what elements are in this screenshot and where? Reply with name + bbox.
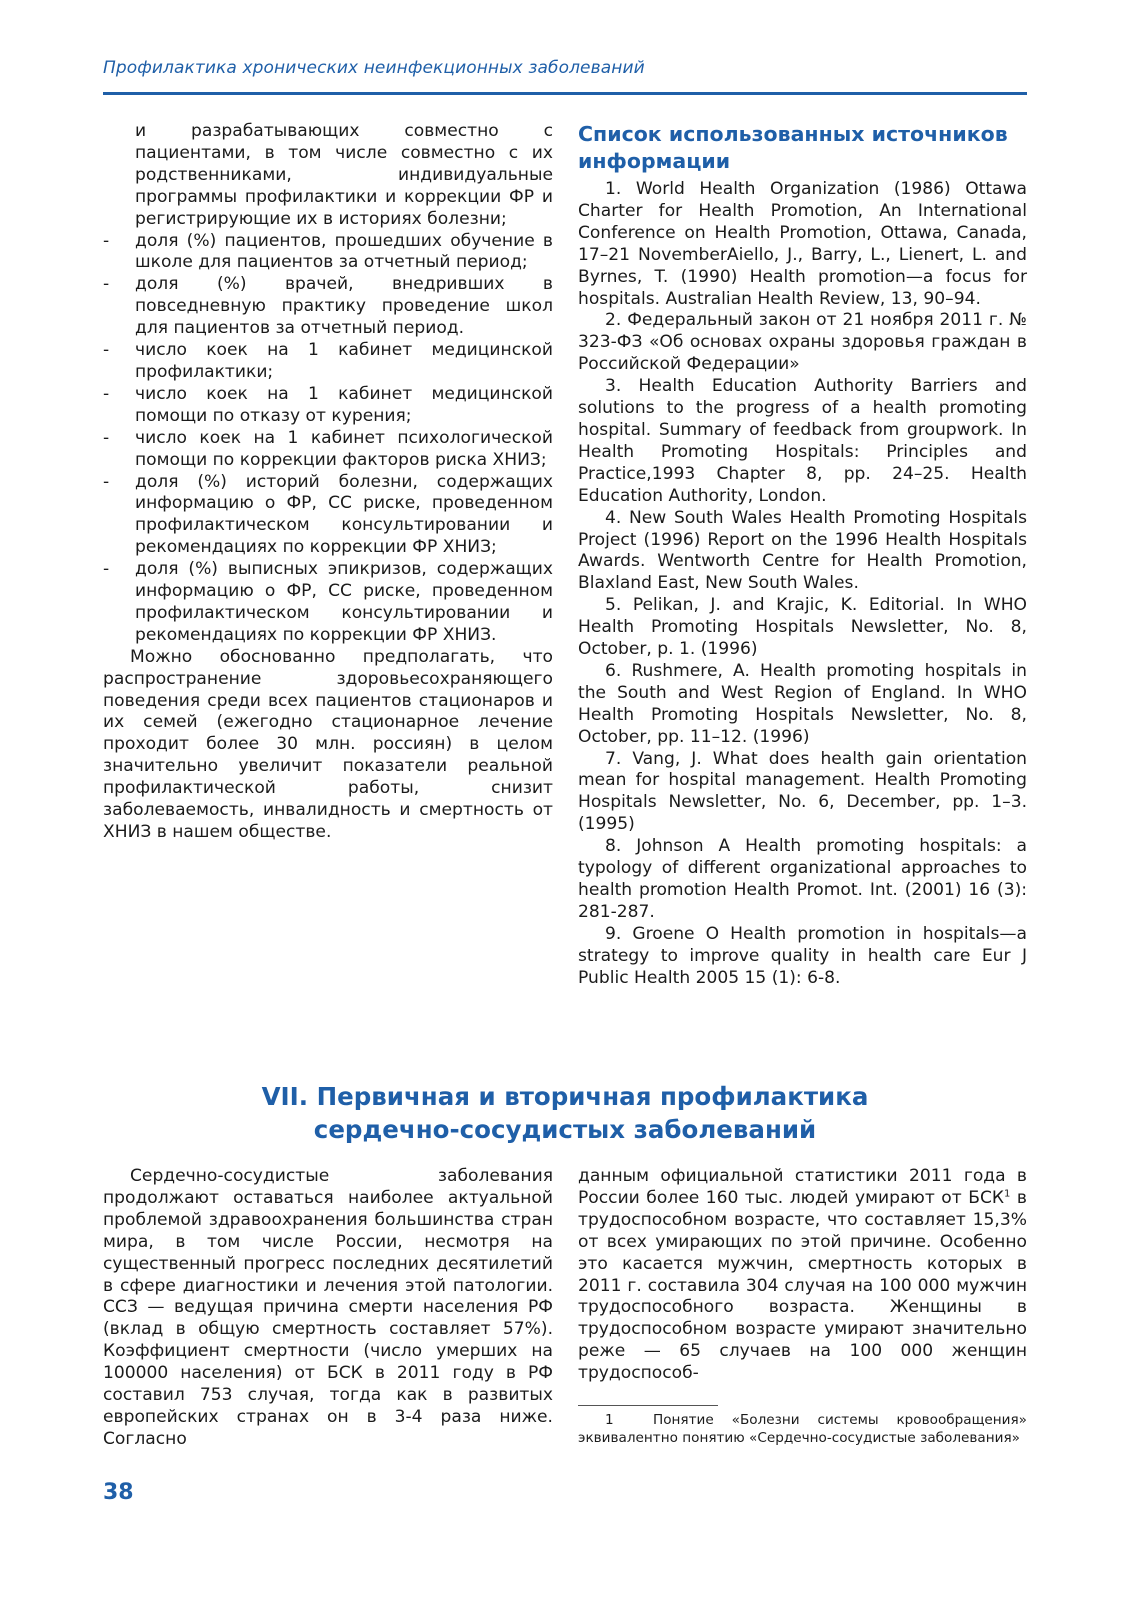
indicator-list — [103, 231, 553, 647]
list-item: - число коек на 1 кабинет медицинской помощи по отказу от курения; — [103, 384, 553, 428]
reference-item: 4. New South Wales Health Promoting Hospitals Project (1996) Report on the 1996 Health Hospitals Awards. Wentworth Centre for Health Promotion, Blaxland East, New South Wales. — [578, 507, 1027, 594]
conclusion-paragraph: Можно обоснованно предполагать, что распространение здоровьесохраняющего поведения среди всех пациентов стационаров и их семей (ежегодно стационарное лечение проходит более 30 млн. россиян) в целом значительно увеличит показатели реальной профилактической работы, снизит заболеваемость, инвалидность и смертность от ХНИЗ в нашем обществе. — [103, 646, 553, 842]
footnote-text: Понятие «Болезни системы кровообращения» эквивалентно понятию «Сердечно-сосудистые заболевания» — [578, 1412, 1027, 1446]
reference-item: 2. Федеральный закон от 21 ноября 2011 г. № 323-ФЗ «Об основах охраны здоровья граждан в Российской Федерации» — [578, 310, 1027, 375]
section-title-line2: сердечно-сосудистых заболеваний — [313, 1115, 817, 1144]
reference-item: 3. Health Education Authority Barriers and solutions to the progress of a health promoting hospital. Summary of feedback from groupwork. In Health Promoting Hospitals: Principles and Practice,1993 Chapter 8, pp. 24–25. Health Education Authority, London. — [578, 376, 1027, 506]
footnote-number: 1 — [605, 1412, 614, 1429]
section-paragraph-left: Сердечно-сосудистые заболевания продолжают оставаться наиболее актуальной проблемой здравоохранения большинства стран мира, в том числе России, несмотря на существенный прогресс последних десятилетий в сфере диагностики и лечения этой патологии. ССЗ — ведущая причина смерти населения РФ (вклад в общую смертность составляет 57%). Коэффициент смертности (число умерших на 100000 населения) от БСК в 2011 году в РФ составил 753 случая, тогда как в развитых европейских странах он в 3-4 раза ниже. Согласно — [103, 1166, 553, 1449]
reference-item: 1. World Health Organization (1986) Ottawa Charter for Health Promotion, An International Conference on Health Promotion, Ottawa, Canada, 17–21 NovemberAiello, J., Barry, L., Lienert, L. and Byrnes, T. (1990) Health promotion—a focus for hospitals. Australian Health Review, 13, 90–94. — [578, 179, 1027, 309]
list-item: - доля (%) выписных эпикризов, содержащих информацию о ФР, СС риске, проведенном профилактическом консультировании и рекомендациях по коррекции ФР ХНИЗ. — [103, 559, 553, 647]
footnote — [578, 1412, 1027, 1447]
list-item: - число коек на 1 кабинет психологической помощи по коррекции факторов риска ХНИЗ; — [103, 428, 553, 472]
section-paragraph-right — [578, 1166, 1027, 1385]
page-number: 38 — [103, 1480, 134, 1505]
reference-item: 5. Pelikan, J. and Krajic, K. Editorial. In WHO Health Promoting Hospitals Newsletter, No. 8, October, p. 1. (1996) — [578, 595, 1027, 660]
references-title: Список использованных источников информации — [578, 122, 1008, 173]
reference-item: 8. Johnson A Health promoting hospitals: a typology of different organizational approaches to health promotion Health Promot. Int. (2001) 16 (3): 281-287. — [578, 836, 1027, 922]
left-column-bottom — [103, 1166, 553, 1451]
section-title — [103, 1080, 1027, 1146]
reference-item: 9. Groene O Health promotion in hospitals—a strategy to improve quality in health care Eur J Public Health 2005 15 (1): 6-8. — [578, 923, 1027, 988]
paragraph-text-part1: данным официальной статистики 2011 года в России более 160 тыс. людей умирают от БСК — [578, 1166, 1027, 1208]
footnote-divider — [578, 1405, 718, 1406]
list-continuation: и разрабатывающих совместно с пациентами, в том числе совместно с их родственниками, индивидуальные программы профилактики и коррекции ФР и регистрирующие их в историях болезни; — [135, 121, 553, 229]
left-column-top — [103, 121, 553, 844]
list-item: - доля (%) историй болезни, содержащих информацию о ФР, СС риске, проведенном профилактическом консультировании и рекомендациях по коррекции ФР ХНИЗ; — [103, 472, 553, 560]
reference-item: 6. Rushmere, A. Health promoting hospitals in the South and West Region of England. In WHO Health Promoting Hospitals Newsletter, No. 8, October, pp. 11–12. (1996) — [578, 660, 1027, 747]
references-section — [578, 121, 1027, 990]
paragraph-text-part2: в трудоспособном возрасте, что составляет 15,3% от всех умирающих по этой причине. Особенно это касается мужчин, смертность которых в 2011 г. составила 304 случая на 100 000 мужчин трудоспособного возраста. Женщины в трудоспособном возрасте умирают значительно реже — 65 случаев на 100 000 женщин трудоспособ- — [578, 1187, 1027, 1384]
running-header-title: Профилактика хронических неинфекционных заболеваний — [103, 58, 645, 78]
references-list — [578, 179, 1027, 990]
list-item: - доля (%) пациентов, прошедших обучение в школе для пациентов за отчетный период; — [103, 231, 553, 275]
footnote-marker: 1 — [1004, 1188, 1011, 1200]
running-header — [103, 58, 1027, 95]
list-item: - доля (%) врачей, внедривших в повседневную практику проведение школ для пациентов за отчетный период. — [103, 274, 553, 340]
reference-item: 7. Vang, J. What does health gain orientation mean for hospital management. Health Promoting Hospitals Newsletter, No. 6, December, pp. 1–3. (1995) — [578, 748, 1027, 835]
list-item: - число коек на 1 кабинет медицинской профилактики; — [103, 340, 553, 384]
section-title-line1: VII. Первичная и вторичная профилактика — [261, 1082, 869, 1111]
right-column-bottom — [578, 1166, 1027, 1447]
